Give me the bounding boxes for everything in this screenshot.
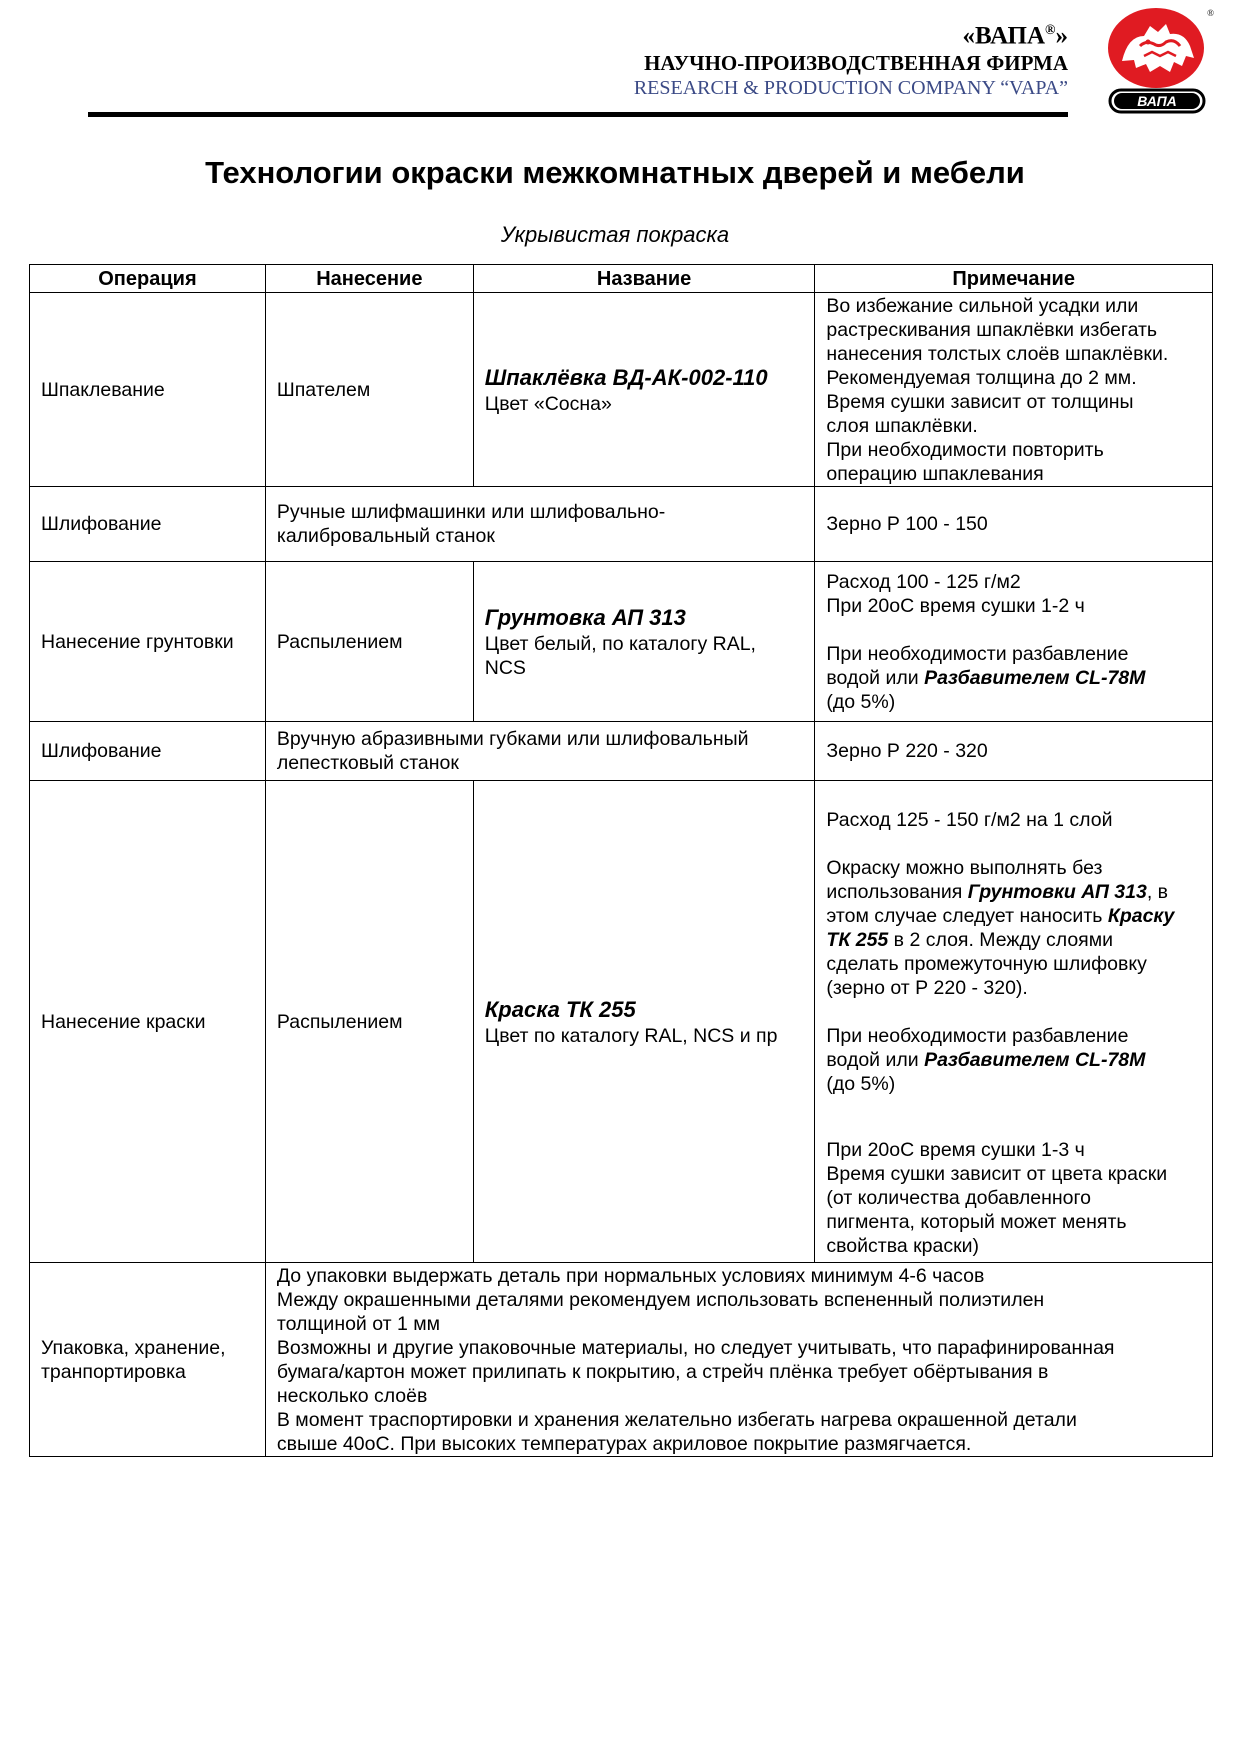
note-line: растрескивания шпаклёвки избегать [826, 318, 1158, 341]
text-line: Возможны и другие упаковочные материалы, но следует учитывать, что парафинированная [276, 1337, 1115, 1359]
text-line: В момент траспортировки и хранения желательно избегать нагрева окрашенной детали [276, 1409, 1077, 1431]
text-line: свыше 40оС. При высоких температурах акриловое покрытие размягчается. [276, 1433, 972, 1455]
note-line: (до 5%) [826, 1072, 896, 1095]
cell-note [815, 781, 1213, 1263]
table-header-row [30, 265, 1213, 293]
header-method: Нанесение [265, 265, 473, 293]
product-detail: Цвет «Сосна» [484, 392, 612, 415]
note-line: (от количества добавленного [826, 1186, 1092, 1209]
cell-method [265, 722, 815, 781]
table-row [30, 562, 1213, 722]
note-line: Рекомендуемая толщина до 2 мм. [826, 366, 1137, 389]
note-line: водой или Разбавителем CL-78М [826, 1048, 1146, 1071]
note-line: пигмента, который может менять [826, 1210, 1127, 1233]
note-line: свойства краски) [826, 1234, 980, 1257]
note-line: При 20оС время сушки 1-3 ч [826, 1138, 1085, 1161]
page-subtitle: Укрывистая покраска [500, 222, 730, 247]
header-rule [88, 112, 1068, 117]
cell-product [473, 293, 815, 487]
product-detail: Цвет белый, по каталогу RAL, [484, 632, 756, 655]
cell-operation: Шлифование [30, 722, 266, 781]
table-row [30, 293, 1213, 487]
text-line: До упаковки выдержать деталь при нормальных условиях минимум 4-6 часов [276, 1265, 985, 1287]
note-line: использования Грунтовки АП 313, в [826, 880, 1169, 903]
note-line: операцию шпаклевания [826, 462, 1044, 485]
cell-method [265, 487, 815, 562]
header-note: Примечание [815, 265, 1213, 293]
text-line: несколько слоёв [276, 1385, 428, 1407]
note-line: Во избежание сильной усадки или [826, 294, 1139, 317]
note-line: Окраску можно выполнять без [826, 856, 1103, 879]
table-row [30, 781, 1213, 1263]
note-line: водой или Разбавителем CL-78М [826, 666, 1146, 689]
cell-product [473, 781, 815, 1263]
note-line: ТК 255 в 2 слоя. Между слоями [826, 928, 1114, 951]
note-line: При необходимости разбавление [826, 642, 1129, 665]
cell-method: Распылением [265, 562, 473, 722]
note-gap [826, 1000, 1202, 1024]
text-line: толщиной от 1 мм [276, 1313, 441, 1335]
company-name-ru: НАУЧНО-ПРОИЗВОДСТВЕННАЯ ФИРМА [644, 51, 1068, 76]
cell-operation: Нанесение грунтовки [30, 562, 266, 722]
company-brand: «ВАПА®» [962, 22, 1068, 50]
operation-line: транпортировка [41, 1360, 186, 1383]
header-operation: Операция [30, 265, 266, 293]
product-name: Краска ТК 255 [484, 996, 636, 1022]
company-name-en: RESEARCH & PRODUCTION COMPANY “VAPA” [633, 77, 1068, 100]
note-line: Время сушки зависит от толщины [826, 390, 1134, 413]
note-line: При необходимости разбавление [826, 1024, 1129, 1047]
table-row [30, 1263, 1213, 1457]
note-line: При 20оС время сушки 1-2 ч [826, 594, 1085, 617]
cell-note [815, 293, 1213, 487]
text-line: Между окрашенными деталями рекомендуем использовать вспененный полиэтилен [276, 1289, 1045, 1311]
page-title: Технологии окраски межкомнатных дверей и мебели [205, 155, 1025, 190]
table-row [30, 722, 1213, 781]
svg-text:ВАПА: ВАПА [1137, 93, 1177, 109]
product-detail: NCS [484, 656, 526, 679]
cell-note [815, 562, 1213, 722]
cell-storage-text [265, 1263, 1212, 1457]
note-line: нанесения толстых слоёв шпаклёвки. [826, 342, 1169, 365]
technology-table [29, 264, 1213, 1457]
note-line: слоя шпаклёвки. [826, 414, 978, 437]
note-line: (до 5%) [826, 690, 896, 713]
cell-method: Распылением [265, 781, 473, 1263]
company-header [634, 16, 1068, 100]
note-gap [826, 832, 1202, 856]
method-line: лепестковый станок [276, 752, 459, 774]
cell-operation: Шлифование [30, 487, 266, 562]
cell-operation: Шпаклевание [30, 293, 266, 487]
note-gap [826, 618, 1202, 642]
cell-method: Шпателем [265, 293, 473, 487]
method-line: Вручную абразивными губками или шлифовальный [276, 728, 749, 750]
note-line: Расход 125 - 150 г/м2 на 1 слой [826, 808, 1113, 831]
note-line: Расход 100 - 125 г/м2 [826, 570, 1021, 593]
cell-note: Зерно Р 100 - 150 [815, 487, 1213, 562]
cell-note: Зерно Р 220 - 320 [815, 722, 1213, 781]
operation-line: Упаковка, хранение, [41, 1336, 226, 1359]
method-line: Ручные шлифмашинки или шлифовально- [276, 501, 666, 523]
note-gap [826, 1096, 1202, 1138]
product-name: Шпаклёвка ВД-АК-002-110 [484, 364, 768, 390]
product-detail: Цвет по каталогу RAL, NCS и пр [484, 1024, 778, 1047]
method-line: калибровальный станок [276, 525, 495, 547]
cell-product [473, 562, 815, 722]
table-row [30, 487, 1213, 562]
header-name: Название [473, 265, 815, 293]
note-line: этом случае следует наносить Краску [826, 904, 1175, 927]
note-line: сделать промежуточную шлифовку [826, 952, 1147, 975]
note-line: Время сушки зависит от цвета краски [826, 1162, 1168, 1185]
text-line: бумага/картон может прилипать к покрытию, а стрейч плёнка требует обёртывания в [276, 1361, 1049, 1383]
vapa-logo: ® ВАПА [1100, 6, 1216, 118]
cell-operation [30, 1263, 266, 1457]
note-line: При необходимости повторить [826, 438, 1104, 461]
cell-operation: Нанесение краски [30, 781, 266, 1263]
note-line: (зерно от Р 220 - 320). [826, 976, 1028, 999]
product-name: Грунтовка АП 313 [484, 604, 686, 630]
